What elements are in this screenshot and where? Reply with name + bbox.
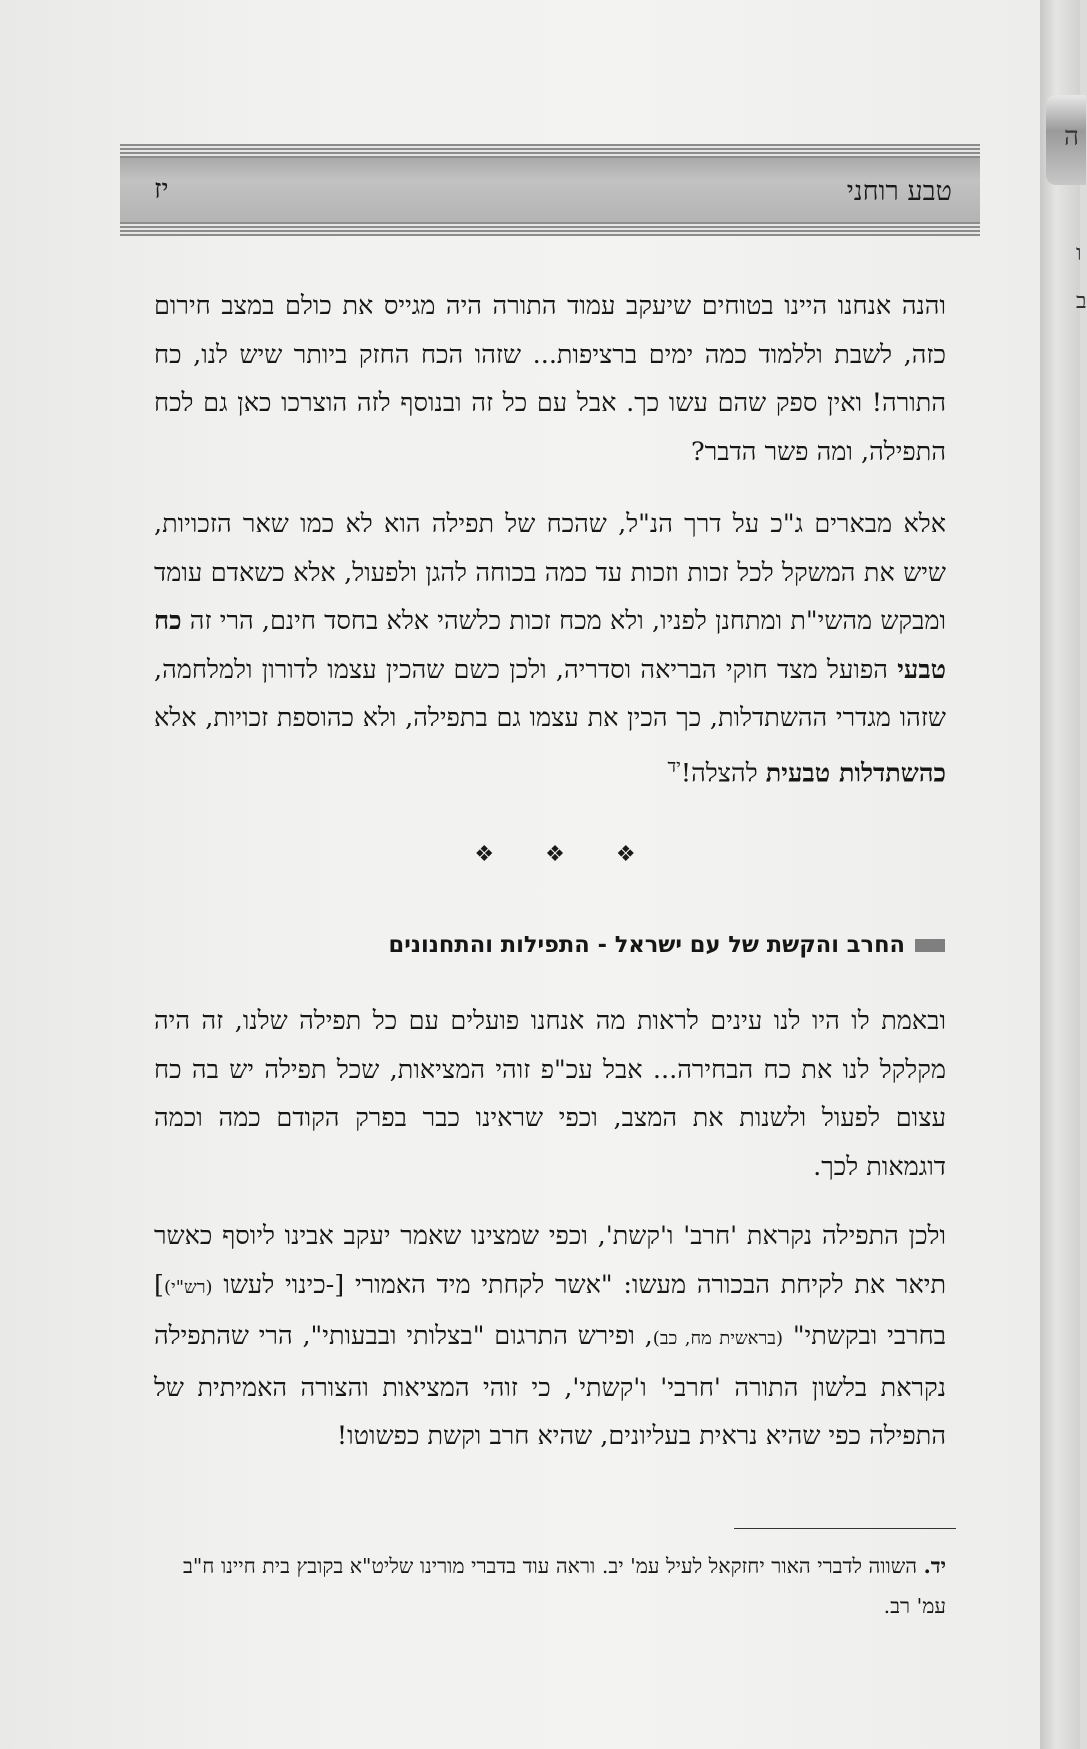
paragraph-2-bold-1: כח טבעי — [154, 606, 947, 685]
paragraph-2-text-a: אלא מבארים ג"כ על דרך הנ"ל, שהכח של תפילה הוא לא כמו שאר הזכויות, שיש את המשקל לכל זכות וזכות עד כמה בכוחה להגן ולפעול, אלא כשאדם עומד ומבקש מהשי"ת ומתחנן לפניו, ולא מכח זכות כלשהי אלא בחסד חינם, הרי זה — [154, 509, 946, 636]
header-stripes-top — [120, 144, 980, 158]
paragraph-3 — [154, 997, 946, 1191]
footnote — [154, 1546, 946, 1626]
paragraph-2-bold-2: כהשתדלות טבעית — [765, 758, 946, 788]
footnote-text: השווה לדברי האור יחזקאל לעיל עמ' יב. וראה עוד בדברי מורינו שליט"א בקובץ בית חיינו ח"ב עמ' רב. — [183, 1554, 946, 1618]
paragraph-4-text-c: , ופירש התרגום "בצלותי ובבעותי", הרי שהתפילה נקראת בלשון התורה 'חרבי' ו'קשתי', כי זוהי המציאות והצורה האמיתית של התפילה כפי שהיא נראית בעליונים, שהיא חרב וקשת כפשוטו! — [154, 1321, 946, 1451]
section-heading-text: החרב והקשת של עם ישראל - התפילות והתחנונים — [388, 932, 905, 958]
paragraph-4-text-b: ] בחרבי ובקשתי" — [154, 1269, 947, 1351]
paragraph-1 — [154, 282, 946, 476]
paragraph-2-text-c: להצלה! — [680, 758, 758, 788]
paragraph-1-text: והנה אנחנו היינו בטוחים שיעקב עמוד התורה היה מגייס את כולם במצב חירום כזה, לשבת וללמוד כמה ימים ברציפות... שזהו הכח החזק ביותר שיש לנו, כח התורה! ואין ספק שהם עשו כך. אבל עם כל זה ובנוסף לזה הוצרכו כאן גם לכח התפילה, ומה פשר הדבר? — [154, 291, 946, 467]
paragraph-4 — [154, 1212, 946, 1461]
paragraph-2-text-b: הפועל מצד חוקי הבריאה וסדריה, ולכן כשם שהכין עצמו לדורון ולמלחמה, שזהו מגדרי ההשתדלות, כך הכין את עצמו גם בתפילה, ולא כהוספת זכויות, אלא — [154, 654, 946, 733]
heading-marker-icon — [915, 939, 945, 952]
paragraph-4-text-a: ולכן התפילה נקראת 'חרב' ו'קשת', וכפי שמצינו שאמר יעקב אבינו ליוסף כאשר תיאר את לקיחת הבכורה מעשו: "אשר לקחתי מיד האמורי [-כינוי לעשו — [154, 1221, 947, 1300]
page-number: יז — [154, 174, 169, 205]
running-title: טבע רוחני — [846, 176, 952, 207]
source-citation-bereshit: (בראשית מח, כב) — [652, 1328, 783, 1349]
adjacent-page-edge — [1040, 0, 1087, 1749]
section-separator-ornament: ❖ ❖ ❖ — [474, 842, 658, 867]
adjacent-page-glyph-1: ה — [1064, 122, 1079, 152]
section-heading — [389, 932, 945, 958]
footnote-divider — [734, 1528, 956, 1529]
adjacent-page-glyph-2: ו — [1076, 241, 1082, 266]
footnote-marker: יד. — [923, 1554, 946, 1578]
paragraph-3-text: ובאמת לו היו לנו עינים לראות מה אנחנו פועלים עם כל תפילה שלנו, זה היה מקלקל לנו את כח הבחירה... אבל עכ"פ זוהי המציאות, שכל תפילה יש בה כח עצום לפעול ולשנות את המצב, וכפי שראינו כבר בפרק הקודם כמה וכמה דוגמאות לכך. — [154, 1006, 946, 1182]
source-citation-rashi: (רש"י) — [163, 1276, 213, 1298]
adjacent-page-glyph-3: ב — [1076, 289, 1087, 314]
footnote-reference[interactable]: יד — [667, 755, 681, 777]
page-header — [120, 144, 980, 236]
header-stripes-bottom — [120, 222, 980, 236]
paragraph-2 — [154, 500, 946, 798]
